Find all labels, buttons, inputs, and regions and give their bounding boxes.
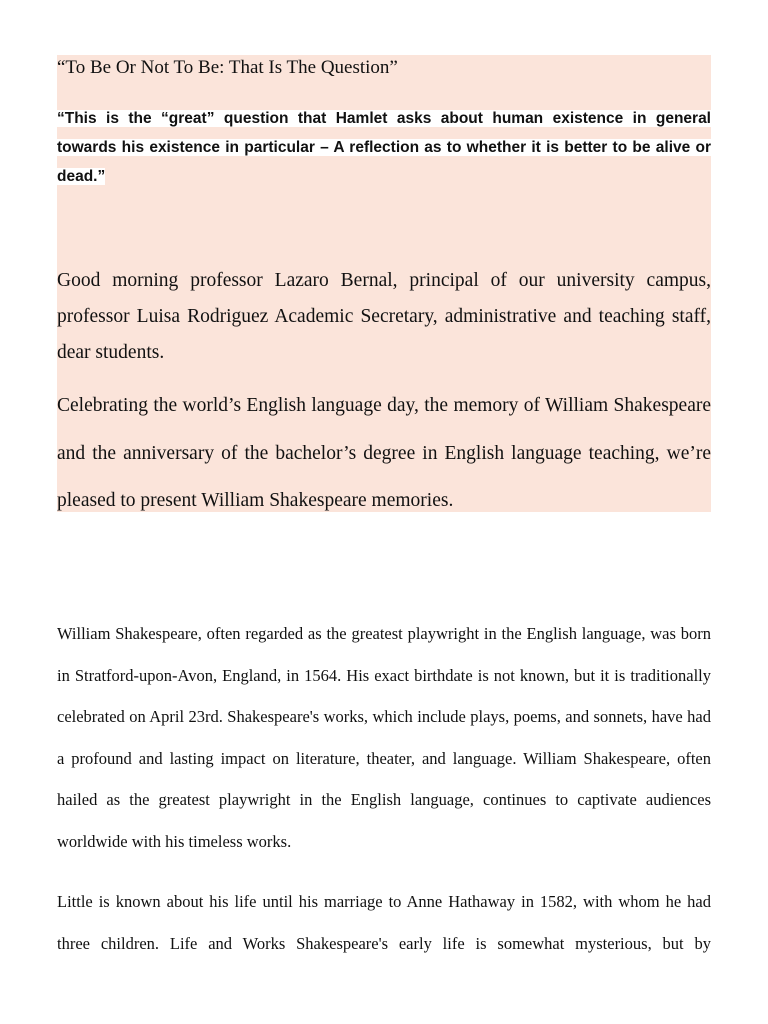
celebration-paragraph: Celebrating the world’s English language day, the memory of William Shakespeare and the anniversary of the bachelor’s degree in English language teaching, we’re pleased to present William Shakespeare memories. xyxy=(57,395,711,511)
hamlet-quote xyxy=(57,104,711,191)
shakespeare-bio-paragraph: William Shakespeare, often regarded as the greatest playwright in the English language, was born in Stratford-upon-Avon, England, in 1564. His exact birthdate is not known, but it is traditionally celebrated on April 23rd. Shakespeare's works, which include plays, poems, and sonnets, have had a profound and lasting impact on literature, theater, and language. William Shakespeare, often hailed as the greatest playwright in the English language, continues to captivate audiences worldwide with his timeless works. xyxy=(57,624,711,851)
greeting-paragraph: Good morning professor Lazaro Bernal, principal of our university campus, professor Luisa Rodriguez Academic Secretary, administrative and teaching staff, dear students. xyxy=(57,270,711,363)
document-title: “To Be Or Not To Be: That Is The Question” xyxy=(57,57,398,78)
hamlet-quote-text: “This is the “great” question that Hamlet asks about human existence in general towards his existence in particular – A reflection as to whether it is better to be alive or dead.” xyxy=(57,110,711,185)
shakespeare-life-paragraph: Little is known about his life until his marriage to Anne Hathaway in 1582, with whom he had three children. Life and Works Shakespeare's early life is somewhat mysterious, but by xyxy=(57,892,711,953)
